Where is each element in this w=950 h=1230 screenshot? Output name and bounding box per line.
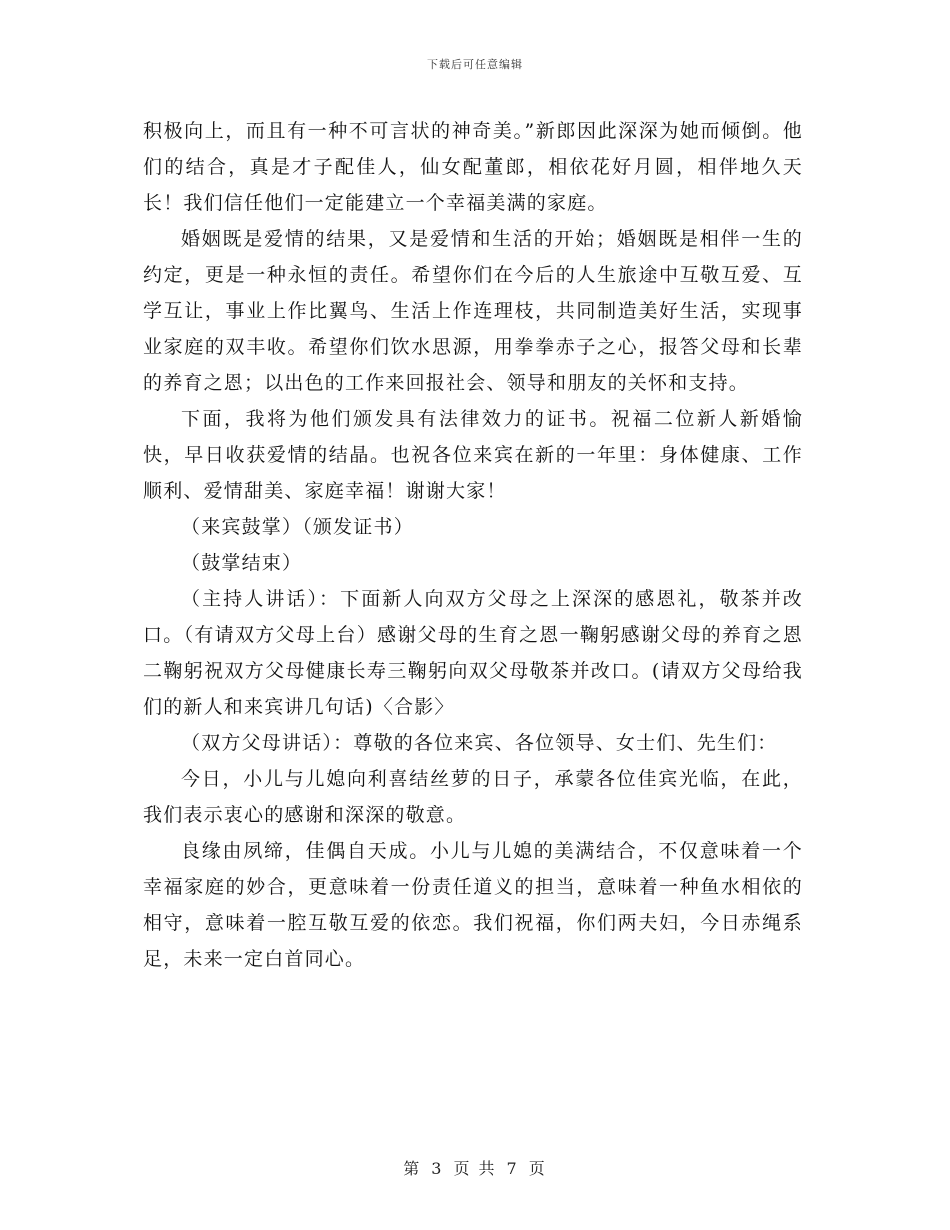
- paragraph: 婚姻既是爱情的结果，又是爱情和生活的开始；婚姻既是相伴一生的约定，更是一种永恒的责任。希望你们在今后的人生旅途中互敬互爱、互学互让，事业上作比翼鸟、生活上作连理枝，共同制造美好生活，实现事业家庭的双丰收。希望你们饮水思源，用拳拳赤子之心，报答父母和长辈的养育之恩；以出色的工作来回报社会、领导和朋友的关怀和支持。: [143, 228, 803, 394]
- page-footer-middle: 页 共: [453, 1159, 497, 1178]
- paragraph: 下面，我将为他们颁发具有法律效力的证书。祝福二位新人新婚愉快，早日收获爱情的结晶。也祝各位来宾在新的一年里：身体健康、工作顺利、爱情甜美、家庭幸福！谢谢大家！: [143, 408, 803, 502]
- page-footer-suffix: 页: [528, 1159, 547, 1178]
- page-footer: [0, 1156, 950, 1179]
- paragraph: 今日，小儿与儿媳向利喜结丝萝的日子，承蒙各位佳宾光临，在此，我们表示衷心的感谢和深深的敬意。: [143, 768, 803, 826]
- current-page-number: 3: [431, 1159, 444, 1178]
- paragraph: 良缘由夙缔，佳偶自天成。小儿与儿媳的美满结合，不仅意味着一个幸福家庭的妙合，更意味着一份责任道义的担当，意味着一种鱼水相依的相守，意味着一腔互敬互爱的依恋。我们祝福，你们两夫妇，今日赤绳系足，未来一定白首同心。: [143, 840, 803, 970]
- page-header: 下载后可任意编辑: [427, 58, 523, 71]
- paragraph: （来宾鼓掌）（颁发证书）: [181, 516, 414, 538]
- document-body: [143, 113, 803, 977]
- total-pages-number: 7: [506, 1159, 519, 1178]
- page-footer-prefix: 第: [403, 1159, 422, 1178]
- paragraph: 积极向上，而且有一种不可言状的神奇美。”新郎因此深深为她而倾倒。他们的结合，真是才子配佳人，仙女配董郎，相依花好月圆，相伴地久天长！我们信任他们一定能建立一个幸福美满的家庭。: [143, 120, 803, 214]
- paragraph: （主持人讲话）：下面新人向双方父母之上深深的感恩礼，敬茶并改口。（有请双方父母上台）感谢父母的生育之恩一鞠躬感谢父母的养育之恩二鞠躬祝双方父母健康长寿三鞠躬向双父母敬茶并改口。(请双方父母给我们的新人和来宾讲几句话)〈合影〉: [143, 588, 803, 718]
- paragraph: （鼓掌结束）: [181, 552, 303, 574]
- paragraph: （双方父母讲话）：尊敬的各位来宾、各位领导、女士们、先生们：: [181, 732, 778, 754]
